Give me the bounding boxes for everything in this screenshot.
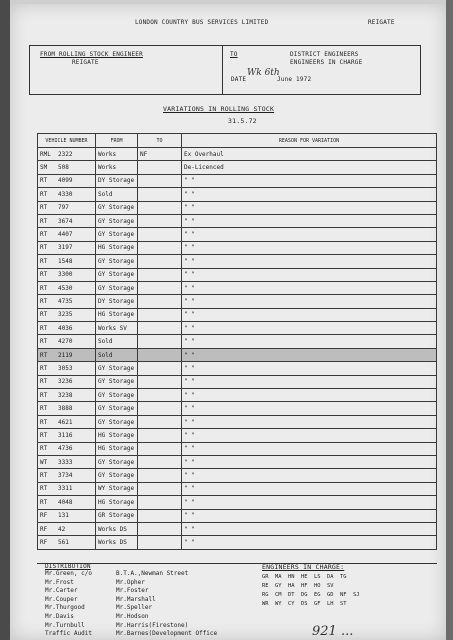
vehicle-type: RT xyxy=(40,190,48,198)
vehicle-cell xyxy=(38,295,96,308)
vehicle-number: 3116 xyxy=(58,431,73,439)
vehicle-cell xyxy=(38,174,96,187)
table-row xyxy=(38,469,437,482)
engineer-code: LH xyxy=(327,601,334,607)
distribution-entry: Mr.Foster xyxy=(116,587,149,595)
vehicle-type: RT xyxy=(40,405,48,413)
vehicle-number: 3238 xyxy=(58,391,73,399)
reason-cell: " " xyxy=(182,522,437,535)
engineer-code: HE xyxy=(301,574,308,580)
vehicle-cell xyxy=(38,322,96,335)
vehicle-number: 4048 xyxy=(58,498,73,506)
engineer-code: DS xyxy=(301,601,308,607)
to-cell xyxy=(138,496,182,509)
vehicle-number: 3311 xyxy=(58,485,73,493)
reason-cell: " " xyxy=(182,375,437,388)
reason-cell: " " xyxy=(182,496,437,509)
distribution-entry: Mr.Thurgood xyxy=(45,604,85,612)
reason-cell: " " xyxy=(182,509,437,522)
to-cell xyxy=(138,201,182,214)
distribution-label: DISTRIBUTION xyxy=(45,563,91,570)
vehicle-type: RT xyxy=(40,351,48,359)
engineer-code: EG xyxy=(314,592,321,598)
table-row xyxy=(38,389,437,402)
engineers-row xyxy=(262,600,366,609)
handwritten-scrawl: 921 ... xyxy=(312,624,354,639)
vehicle-type: RT xyxy=(40,231,48,239)
engineer-code: WY xyxy=(275,601,282,607)
vehicle-cell xyxy=(38,522,96,535)
from-line2: REIGATE xyxy=(72,59,99,66)
to-cell xyxy=(138,174,182,187)
vehicle-cell xyxy=(38,214,96,227)
engineers-row xyxy=(262,591,366,600)
engineer-code: HA xyxy=(288,583,295,589)
from-cell: GY Storage xyxy=(96,469,138,482)
table-row xyxy=(38,201,437,214)
vehicle-number: 3236 xyxy=(58,378,73,386)
vehicle-cell xyxy=(38,281,96,294)
distribution-entry: B.T.A.,Newman Street xyxy=(116,570,189,577)
reason-cell: " " xyxy=(182,295,437,308)
vehicle-number: 4621 xyxy=(58,418,73,426)
header-to: TO xyxy=(138,134,182,148)
date-handwritten: Wk 6th xyxy=(247,68,280,78)
from-cell: DY Storage xyxy=(96,295,138,308)
vehicle-type: RF xyxy=(40,512,48,520)
vehicle-number: 131 xyxy=(58,512,69,520)
vehicle-cell xyxy=(38,429,96,442)
to-cell xyxy=(138,308,182,321)
vehicle-cell xyxy=(38,415,96,428)
to-cell xyxy=(138,389,182,402)
vehicle-cell xyxy=(38,188,96,201)
engineer-code: GR xyxy=(262,574,269,580)
reason-cell: Ex Overhaul xyxy=(182,148,437,161)
from-cell: WY Storage xyxy=(96,482,138,495)
vehicle-type: RT xyxy=(40,271,48,279)
from-cell: Sold xyxy=(96,348,138,361)
to-cell xyxy=(138,522,182,535)
to-cell xyxy=(138,442,182,455)
vehicle-number: 4530 xyxy=(58,284,73,292)
vehicle-number: 561 xyxy=(58,539,69,547)
reason-cell: " " xyxy=(182,255,437,268)
vehicle-type: RT xyxy=(40,217,48,225)
to-cell xyxy=(138,161,182,174)
from-cell: GR Storage xyxy=(96,509,138,522)
engineer-code: CY xyxy=(288,601,295,607)
from-line1: FROM ROLLING STOCK ENGINEER xyxy=(40,51,143,58)
reason-cell: " " xyxy=(182,415,437,428)
to-line2: ENGINEERS IN CHARGE xyxy=(290,59,363,66)
from-cell: Works xyxy=(96,161,138,174)
table-row xyxy=(38,362,437,375)
header-reason: REASON FOR VARIATION xyxy=(182,134,437,148)
vehicle-type: RF xyxy=(40,525,48,533)
from-cell: GY Storage xyxy=(96,402,138,415)
vehicle-number: 3053 xyxy=(58,364,73,372)
vehicle-type: SM xyxy=(40,164,48,172)
vehicle-number: 3300 xyxy=(58,271,73,279)
vehicle-cell xyxy=(38,536,96,549)
date-label: DATE xyxy=(231,76,247,83)
from-cell: Sold xyxy=(96,335,138,348)
company-name: LONDON COUNTRY BUS SERVICES LIMITED xyxy=(135,19,269,26)
vehicle-number: 4407 xyxy=(58,231,73,239)
vehicle-type: RT xyxy=(40,391,48,399)
engineer-code: DA xyxy=(327,574,334,580)
vehicle-type: RT xyxy=(40,257,48,265)
engineer-code: GY xyxy=(275,583,282,589)
distribution-entry: Mr.Frost xyxy=(45,578,74,586)
from-cell: GY Storage xyxy=(96,268,138,281)
table-row xyxy=(38,536,437,549)
vehicle-number: 4330 xyxy=(58,190,73,198)
vehicle-type: RT xyxy=(40,378,48,386)
to-cell xyxy=(138,455,182,468)
engineer-code: HO xyxy=(314,583,321,589)
vehicle-cell xyxy=(38,482,96,495)
vehicle-cell xyxy=(38,469,96,482)
table-row xyxy=(38,482,437,495)
distribution-entry: Mr.Green, c/o xyxy=(45,570,92,577)
from-cell: GY Storage xyxy=(96,214,138,227)
vehicle-cell xyxy=(38,201,96,214)
engineer-code: SV xyxy=(327,583,334,589)
reason-cell: " " xyxy=(182,174,437,187)
from-cell: GY Storage xyxy=(96,455,138,468)
table-row xyxy=(38,214,437,227)
vehicle-cell xyxy=(38,442,96,455)
to-cell xyxy=(138,241,182,254)
from-cell: Sold xyxy=(96,188,138,201)
header-vehicle: VEHICLE NUMBER xyxy=(38,134,96,148)
reason-cell: De-Licenced xyxy=(182,161,437,174)
to-cell xyxy=(138,322,182,335)
vehicle-type: RT xyxy=(40,284,48,292)
table-row xyxy=(38,281,437,294)
vehicle-cell xyxy=(38,268,96,281)
engineer-code: GD xyxy=(327,592,334,598)
vehicle-cell xyxy=(38,362,96,375)
reason-cell: " " xyxy=(182,482,437,495)
table-row xyxy=(38,228,437,241)
vehicle-number: 3674 xyxy=(58,217,73,225)
from-cell: GY Storage xyxy=(96,255,138,268)
table-row xyxy=(38,322,437,335)
reason-cell: " " xyxy=(182,402,437,415)
table-row xyxy=(38,455,437,468)
reason-cell: " " xyxy=(182,429,437,442)
vehicle-cell xyxy=(38,375,96,388)
reason-cell: " " xyxy=(182,228,437,241)
vehicle-type: RT xyxy=(40,324,48,332)
distribution-entry: Mr.Barnes(Development Office xyxy=(116,630,218,638)
engineers-row xyxy=(262,573,366,582)
table-row xyxy=(38,429,437,442)
table-row xyxy=(38,509,437,522)
vehicle-number: 3888 xyxy=(58,405,73,413)
vehicle-type: RT xyxy=(40,498,48,506)
table-row xyxy=(38,255,437,268)
from-cell: HG Storage xyxy=(96,429,138,442)
table-row xyxy=(38,402,437,415)
distribution-entry: Traffic Audit xyxy=(45,630,92,638)
vehicle-cell xyxy=(38,241,96,254)
engineer-code: RG xyxy=(262,592,269,598)
to-cell xyxy=(138,402,182,415)
from-cell: GY Storage xyxy=(96,201,138,214)
from-cell: Works xyxy=(96,148,138,161)
to-cell xyxy=(138,482,182,495)
vehicle-cell xyxy=(38,148,96,161)
from-cell: GY Storage xyxy=(96,362,138,375)
vehicle-number: 1548 xyxy=(58,257,73,265)
vehicle-cell xyxy=(38,402,96,415)
vehicle-type: RT xyxy=(40,472,48,480)
engineer-code: TG xyxy=(340,574,347,580)
vehicle-number: 2119 xyxy=(58,351,73,359)
vehicle-number: 3235 xyxy=(58,311,73,319)
to-cell xyxy=(138,362,182,375)
distribution-entry: Mr.Couper xyxy=(45,595,78,603)
scan-right-edge xyxy=(446,0,453,640)
from-cell: HG Storage xyxy=(96,308,138,321)
company-location: REIGATE xyxy=(368,19,395,26)
reason-cell: " " xyxy=(182,536,437,549)
reason-cell: " " xyxy=(182,308,437,321)
to-cell xyxy=(138,536,182,549)
engineer-code: NF xyxy=(340,592,347,598)
vehicle-cell xyxy=(38,348,96,361)
table-row xyxy=(38,522,437,535)
reason-cell: " " xyxy=(182,335,437,348)
to-cell xyxy=(138,255,182,268)
distribution-entry: Mr.Speller xyxy=(116,604,153,612)
reason-cell: " " xyxy=(182,201,437,214)
reason-cell: " " xyxy=(182,188,437,201)
vehicle-number: 3333 xyxy=(58,458,73,466)
vehicle-number: 3197 xyxy=(58,244,73,252)
vehicle-cell xyxy=(38,228,96,241)
variations-table xyxy=(37,133,437,550)
from-cell: GY Storage xyxy=(96,375,138,388)
to-cell xyxy=(138,375,182,388)
from-cell: GY Storage xyxy=(96,228,138,241)
to-line1: DISTRICT ENGINEERS xyxy=(290,51,359,58)
engineer-code: HF xyxy=(301,583,308,589)
vehicle-type: RT xyxy=(40,204,48,212)
address-divider xyxy=(222,45,223,94)
engineer-code: HN xyxy=(288,574,295,580)
distribution-entry: Mr.Carter xyxy=(45,587,78,595)
from-cell: GY Storage xyxy=(96,415,138,428)
vehicle-cell xyxy=(38,161,96,174)
vehicle-number: 4270 xyxy=(58,338,73,346)
vehicle-cell xyxy=(38,255,96,268)
vehicle-number: 4036 xyxy=(58,324,73,332)
from-cell: DY Storage xyxy=(96,174,138,187)
vehicle-type: RT xyxy=(40,177,48,185)
to-cell xyxy=(138,295,182,308)
reason-cell: " " xyxy=(182,442,437,455)
table-row xyxy=(38,442,437,455)
header-from: FROM xyxy=(96,134,138,148)
vehicle-cell xyxy=(38,455,96,468)
table-row xyxy=(38,295,437,308)
distribution-entry: Mr.Davis xyxy=(45,612,74,620)
footer-rule xyxy=(37,563,437,564)
to-cell xyxy=(138,268,182,281)
to-cell: NF xyxy=(138,148,182,161)
distribution-entry: Mr.Hodson xyxy=(116,612,149,620)
vehicle-number: 4099 xyxy=(58,177,73,185)
table-row xyxy=(38,241,437,254)
from-cell: HG Storage xyxy=(96,241,138,254)
from-cell: HG Storage xyxy=(96,442,138,455)
engineer-code: DT xyxy=(288,592,295,598)
vehicle-number: 508 xyxy=(58,164,69,172)
vehicle-type: RF xyxy=(40,539,48,547)
reason-cell: " " xyxy=(182,268,437,281)
to-cell xyxy=(138,188,182,201)
vehicle-type: RML xyxy=(40,150,51,158)
table-row xyxy=(38,174,437,187)
vehicle-number: 797 xyxy=(58,204,69,212)
to-cell xyxy=(138,469,182,482)
vehicle-type: RT xyxy=(40,364,48,372)
reason-cell: " " xyxy=(182,389,437,402)
distribution-entry: Mr.Harris(Firestone) xyxy=(116,621,189,629)
distribution-entry: Mr.Opher xyxy=(116,578,145,586)
table-row xyxy=(38,161,437,174)
reason-cell: " " xyxy=(182,362,437,375)
vehicle-type: RT xyxy=(40,244,48,252)
vehicle-number: 4735 xyxy=(58,297,73,305)
from-cell: Works SV xyxy=(96,322,138,335)
table-row xyxy=(38,375,437,388)
table-header-row xyxy=(38,134,437,148)
reason-cell: " " xyxy=(182,214,437,227)
vehicle-type: WT xyxy=(40,458,48,466)
vehicle-type: RT xyxy=(40,485,48,493)
to-cell xyxy=(138,429,182,442)
engineer-code: WR xyxy=(262,601,269,607)
engineer-code: GF xyxy=(314,601,321,607)
distribution-entry: Mr.Marshall xyxy=(116,595,156,603)
scan-left-edge xyxy=(0,0,10,640)
vehicle-number: 3734 xyxy=(58,472,73,480)
date-rest: June 1972 xyxy=(277,76,312,83)
from-cell: GY Storage xyxy=(96,389,138,402)
engineers-row xyxy=(262,582,366,591)
from-cell: GY Storage xyxy=(96,281,138,294)
vehicle-cell xyxy=(38,308,96,321)
from-cell: Works DS xyxy=(96,522,138,535)
table-row xyxy=(38,348,437,361)
to-label: TO xyxy=(230,51,238,58)
to-cell xyxy=(138,281,182,294)
to-cell xyxy=(138,228,182,241)
distribution-col1 xyxy=(45,570,92,639)
vehicle-type: RT xyxy=(40,445,48,453)
engineer-code: RE xyxy=(262,583,269,589)
table-row xyxy=(38,268,437,281)
vehicle-number: 4736 xyxy=(58,445,73,453)
engineer-code: CM xyxy=(275,592,282,598)
to-cell xyxy=(138,335,182,348)
from-cell: HG Storage xyxy=(96,496,138,509)
engineer-code: ST xyxy=(340,601,347,607)
to-cell xyxy=(138,214,182,227)
vehicle-cell xyxy=(38,335,96,348)
reason-cell: " " xyxy=(182,348,437,361)
vehicle-cell xyxy=(38,389,96,402)
vehicle-type: RT xyxy=(40,338,48,346)
reason-cell: " " xyxy=(182,322,437,335)
table-row xyxy=(38,148,437,161)
from-cell: Works DS xyxy=(96,536,138,549)
vehicle-type: RT xyxy=(40,431,48,439)
reason-cell: " " xyxy=(182,455,437,468)
vehicle-type: RT xyxy=(40,297,48,305)
table-row xyxy=(38,335,437,348)
vehicle-number: 42 xyxy=(58,525,66,533)
engineer-code: MA xyxy=(275,574,282,580)
table-row xyxy=(38,415,437,428)
vehicle-cell xyxy=(38,509,96,522)
to-cell xyxy=(138,509,182,522)
to-cell xyxy=(138,348,182,361)
vehicle-type: RT xyxy=(40,311,48,319)
vehicle-cell xyxy=(38,496,96,509)
engineer-code: DG xyxy=(301,592,308,598)
to-cell xyxy=(138,415,182,428)
reason-cell: " " xyxy=(182,469,437,482)
table-row xyxy=(38,496,437,509)
distribution-col2 xyxy=(116,570,217,639)
reason-cell: " " xyxy=(182,241,437,254)
engineers-grid xyxy=(262,573,366,609)
engineer-code: SJ xyxy=(353,592,360,598)
page-subtitle: 31.5.72 xyxy=(228,117,257,125)
engineer-code: LS xyxy=(314,574,321,580)
distribution-entry: Mr.Turnbull xyxy=(45,621,85,629)
engineers-label: ENGINEERS IN CHARGE: xyxy=(262,563,345,571)
vehicle-type: RT xyxy=(40,418,48,426)
page-title: VARIATIONS IN ROLLING STOCK xyxy=(163,105,275,113)
table-row xyxy=(38,188,437,201)
table-row xyxy=(38,308,437,321)
vehicle-number: 2322 xyxy=(58,150,73,158)
reason-cell: " " xyxy=(182,281,437,294)
